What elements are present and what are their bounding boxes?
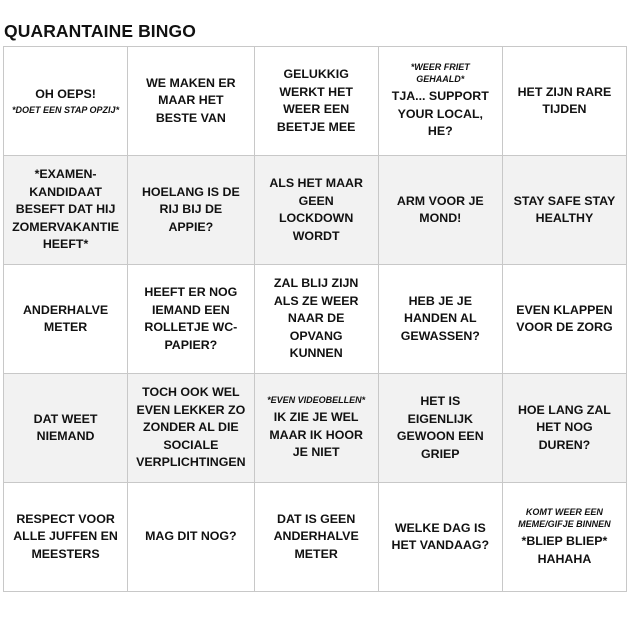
bingo-cell-r2c2[interactable] xyxy=(128,156,254,265)
bingo-cell-r1c3[interactable] xyxy=(255,47,379,156)
cell-text: WE MAKEN ER MAAR HET BESTE VAN xyxy=(146,75,236,125)
cell-note: *WEER FRIET GEHAALD* xyxy=(410,62,470,85)
bingo-cell-r5c1[interactable] xyxy=(4,483,128,592)
cell-text: OH OEPS! xyxy=(35,86,96,101)
bingo-cell-r2c3[interactable] xyxy=(255,156,379,265)
bingo-board xyxy=(3,46,627,592)
cell-note: *EVEN VIDEOBELLEN* xyxy=(267,395,366,406)
bingo-cell-r5c4[interactable] xyxy=(379,483,503,592)
cell-text: HET IS EIGENLIJK GEWOON EEN GRIEP xyxy=(396,394,484,461)
cell-text: GELUKKIG WERKT HET WEER EEN BEETJE MEE xyxy=(276,67,356,134)
cell-text: TOCH OOK WEL EVEN LEKKER ZO ZONDER AL DIE SOCIALE VERPLICHTINGEN xyxy=(136,385,246,470)
bingo-cell-r2c4[interactable] xyxy=(379,156,503,265)
cell-text: *BLIEP BLIEP* HAHAHA xyxy=(521,534,608,566)
cell-text: HEB JE JE HANDEN AL GEWASSEN? xyxy=(400,293,480,343)
bingo-cell-r3c2[interactable] xyxy=(128,265,254,374)
bingo-cell-r3c4[interactable] xyxy=(379,265,503,374)
cell-text: MAG DIT NOG? xyxy=(145,529,237,544)
cell-text: HOELANG IS DE RIJ BIJ DE APPIE? xyxy=(141,184,240,234)
bingo-cell-r2c1[interactable] xyxy=(4,156,128,265)
cell-text: HEEFT ER NOG IEMAND EEN ROLLETJE WC-PAPIER? xyxy=(144,285,238,352)
bingo-cell-r5c2[interactable] xyxy=(128,483,254,592)
cell-text: EVEN KLAPPEN VOOR DE ZORG xyxy=(516,302,613,334)
bingo-cell-r1c4[interactable] xyxy=(379,47,503,156)
bingo-cell-r4c4[interactable] xyxy=(379,374,503,483)
bingo-cell-r4c3[interactable] xyxy=(255,374,379,483)
bingo-cell-r1c2[interactable] xyxy=(128,47,254,156)
cell-text: HET ZIJN RARE TIJDEN xyxy=(517,84,612,116)
bingo-cell-r5c5[interactable] xyxy=(503,483,627,592)
bingo-cell-r3c3[interactable] xyxy=(255,265,379,374)
cell-text: RESPECT VOOR ALLE JUFFEN EN MEESTERS xyxy=(13,511,118,561)
bingo-cell-r4c1[interactable] xyxy=(4,374,128,483)
cell-text: ARM VOOR JE MOND! xyxy=(396,193,484,225)
cell-note: KOMT WEER EEN MEME/GIFJE BINNEN xyxy=(518,507,611,529)
cell-text: ZAL BLIJ ZIJN ALS ZE WEER NAAR DE OPVANG KUNNEN xyxy=(273,276,359,361)
bingo-cell-r1c1[interactable] xyxy=(4,47,128,156)
bingo-cell-r3c5[interactable] xyxy=(503,265,627,374)
cell-text: DAT IS GEEN ANDERHALVE METER xyxy=(273,511,359,561)
cell-note: *DOET EEN STAP OPZIJ* xyxy=(12,105,120,116)
cell-text: *EXAMEN-KANDIDAAT BESEFT DAT HIJ ZOMERVAKANTIE HEEFT* xyxy=(12,167,120,252)
cell-text: WELKE DAG IS HET VANDAAG? xyxy=(391,520,490,552)
cell-text: DAT WEET NIEMAND xyxy=(33,411,98,443)
bingo-cell-r2c5[interactable] xyxy=(503,156,627,265)
cell-text: TJA... SUPPORT YOUR LOCAL, HE? xyxy=(391,89,489,139)
bingo-cell-r4c2[interactable] xyxy=(128,374,254,483)
cell-text: ANDERHALVE METER xyxy=(22,302,109,334)
page-title: QUARANTAINE BINGO xyxy=(4,21,196,41)
bingo-cell-r5c3[interactable] xyxy=(255,483,379,592)
bingo-cell-r3c1[interactable] xyxy=(4,265,128,374)
cell-text: ALS HET MAAR GEEN LOCKDOWN WORDT xyxy=(269,176,363,243)
bingo-cell-r1c5[interactable] xyxy=(503,47,627,156)
cell-text: HOE LANG ZAL HET NOG DUREN? xyxy=(517,402,611,452)
cell-text: STAY SAFE STAY HEALTHY xyxy=(513,193,616,225)
bingo-cell-r4c5[interactable] xyxy=(503,374,627,483)
cell-text: IK ZIE JE WEL MAAR IK HOOR JE NIET xyxy=(269,410,363,460)
